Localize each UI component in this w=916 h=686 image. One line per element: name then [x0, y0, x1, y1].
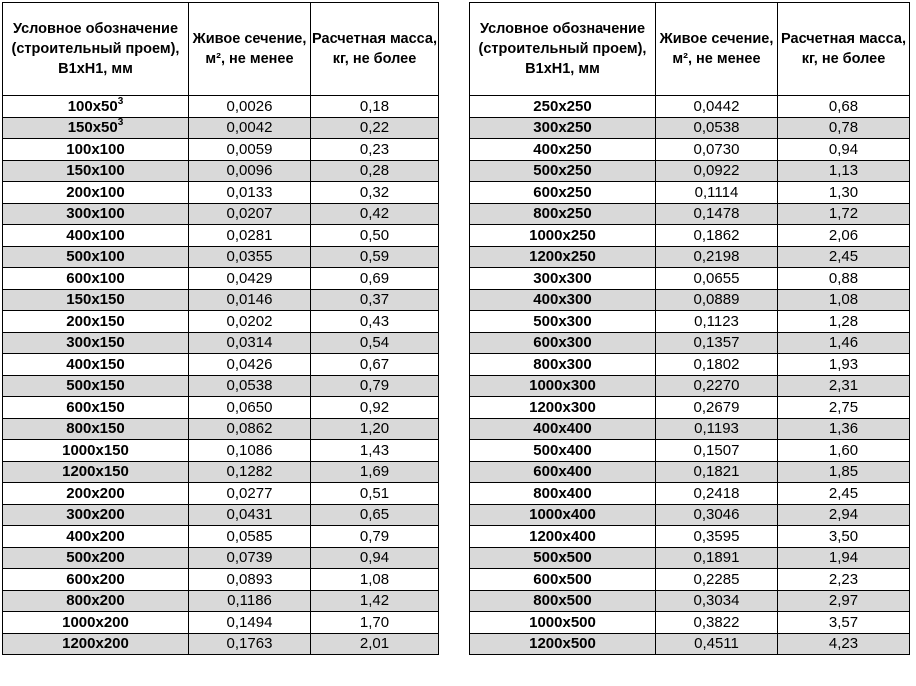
- cell-area: 0,1862: [656, 225, 778, 247]
- cell-area: 0,3822: [656, 612, 778, 634]
- table-row: [3, 569, 439, 591]
- designation-text: 600x200: [66, 570, 125, 588]
- cell-mass: 2,01: [311, 633, 439, 655]
- cell-mass: 0,22: [311, 117, 439, 139]
- designation-text: 1200x200: [62, 635, 129, 653]
- designation-text: 400x300: [533, 291, 592, 309]
- cell-designation: [3, 397, 189, 419]
- cell-mass: 2,31: [778, 375, 910, 397]
- cell-designation: [3, 504, 189, 526]
- table-row: [470, 547, 910, 569]
- table-row: [470, 268, 910, 290]
- table-row: [3, 483, 439, 505]
- cell-mass: 1,93: [778, 354, 910, 376]
- designation-text: 100x50: [67, 97, 118, 115]
- cell-designation: [470, 289, 656, 311]
- cell-designation: [3, 139, 189, 161]
- cell-mass: 0,23: [311, 139, 439, 161]
- cell-area: 0,1802: [656, 354, 778, 376]
- cell-area: 0,1507: [656, 440, 778, 462]
- table-row: [3, 633, 439, 655]
- header-area: Живое сечение, м², не менее: [189, 3, 311, 96]
- cell-designation: [470, 311, 656, 333]
- designation-text: 150x150: [66, 291, 125, 309]
- table-row: [3, 332, 439, 354]
- cell-designation: [3, 311, 189, 333]
- cell-area: 0,0922: [656, 160, 778, 182]
- table-row: [470, 182, 910, 204]
- cell-mass: 1,43: [311, 440, 439, 462]
- table-row: [3, 311, 439, 333]
- table-row: [3, 203, 439, 225]
- table-row: [3, 504, 439, 526]
- cell-area: 0,1193: [656, 418, 778, 440]
- cell-area: 0,2418: [656, 483, 778, 505]
- cell-area: 0,1357: [656, 332, 778, 354]
- table-row: [470, 569, 910, 591]
- table-row: [3, 547, 439, 569]
- cell-designation: [3, 117, 189, 139]
- table-row: [470, 461, 910, 483]
- table-row: [470, 633, 910, 655]
- table-row: [3, 526, 439, 548]
- designation-text: 1200x400: [529, 527, 596, 545]
- table-row: [3, 139, 439, 161]
- cell-mass: 0,92: [311, 397, 439, 419]
- cell-designation: [470, 547, 656, 569]
- cell-area: 0,1282: [189, 461, 311, 483]
- cell-mass: 0,28: [311, 160, 439, 182]
- table-row: [470, 418, 910, 440]
- cell-area: 0,0059: [189, 139, 311, 161]
- cell-area: 0,2198: [656, 246, 778, 268]
- cell-area: 0,0739: [189, 547, 311, 569]
- cell-area: 0,3034: [656, 590, 778, 612]
- designation-text: 500x200: [66, 549, 125, 567]
- cell-mass: 2,45: [778, 483, 910, 505]
- cell-area: 0,1123: [656, 311, 778, 333]
- table-row: [3, 117, 439, 139]
- designation-text: 500x100: [66, 248, 125, 266]
- table-row: [470, 311, 910, 333]
- cell-area: 0,1186: [189, 590, 311, 612]
- table-row: [470, 440, 910, 462]
- header-mass: Расчетная масса, кг, не более: [311, 3, 439, 96]
- cell-designation: [470, 354, 656, 376]
- designation-text: 500x500: [533, 549, 592, 567]
- cell-designation: [3, 440, 189, 462]
- cell-area: 0,0862: [189, 418, 311, 440]
- designation-text: 1000x500: [529, 613, 596, 631]
- designation-text: 400x400: [533, 420, 592, 438]
- cell-designation: [470, 418, 656, 440]
- cell-designation: [470, 246, 656, 268]
- table-row: [470, 526, 910, 548]
- table-row: [3, 440, 439, 462]
- cell-designation: [470, 633, 656, 655]
- designation-text: 150x50: [67, 119, 118, 137]
- cell-area: 0,0893: [189, 569, 311, 591]
- cell-mass: 2,45: [778, 246, 910, 268]
- table-body-left: [3, 96, 439, 655]
- footnote-marker: 3: [117, 95, 124, 107]
- designation-text: 500x300: [533, 312, 592, 330]
- designation-text: 400x200: [66, 527, 125, 545]
- cell-area: 0,0026: [189, 96, 311, 118]
- cell-designation: [470, 139, 656, 161]
- cell-mass: 1,60: [778, 440, 910, 462]
- cell-mass: 1,85: [778, 461, 910, 483]
- cell-mass: 0,18: [311, 96, 439, 118]
- designation-text: 200x200: [66, 484, 125, 502]
- designation-text: 300x100: [66, 205, 125, 223]
- cell-mass: 0,42: [311, 203, 439, 225]
- cell-mass: 1,36: [778, 418, 910, 440]
- cell-designation: [470, 117, 656, 139]
- cell-mass: 0,94: [778, 139, 910, 161]
- cell-mass: 0,32: [311, 182, 439, 204]
- cell-mass: 0,59: [311, 246, 439, 268]
- table-row: [3, 461, 439, 483]
- table-body-right: [470, 96, 910, 655]
- table-row: [470, 246, 910, 268]
- table-row: [470, 354, 910, 376]
- cell-designation: [3, 203, 189, 225]
- designation-text: 1200x150: [62, 463, 129, 481]
- table-row: [470, 504, 910, 526]
- table-row: [470, 203, 910, 225]
- table-row: [470, 160, 910, 182]
- designation-text: 600x150: [66, 398, 125, 416]
- designation-text: 1000x300: [529, 377, 596, 395]
- cell-mass: 0,79: [311, 526, 439, 548]
- cell-designation: [3, 182, 189, 204]
- cell-designation: [3, 418, 189, 440]
- designation-text: 500x150: [66, 377, 125, 395]
- cell-designation: [3, 461, 189, 483]
- cell-mass: 2,06: [778, 225, 910, 247]
- cell-mass: 1,30: [778, 182, 910, 204]
- cell-designation: [470, 569, 656, 591]
- cell-designation: [470, 612, 656, 634]
- cell-designation: [3, 633, 189, 655]
- cell-designation: [470, 160, 656, 182]
- cell-mass: 0,50: [311, 225, 439, 247]
- designation-text: 800x200: [66, 592, 125, 610]
- table-row: [3, 354, 439, 376]
- designation-text: 600x100: [66, 269, 125, 287]
- cell-mass: 1,70: [311, 612, 439, 634]
- designation-text: 1000x150: [62, 441, 129, 459]
- table-row: [3, 418, 439, 440]
- cell-designation: [3, 547, 189, 569]
- cell-mass: 1,46: [778, 332, 910, 354]
- designation-text: 600x400: [533, 463, 592, 481]
- cell-designation: [470, 590, 656, 612]
- table-row: [3, 289, 439, 311]
- designation-text: 100x100: [66, 140, 125, 158]
- header-mass: Расчетная масса, кг, не более: [778, 3, 910, 96]
- designation-text: 800x250: [533, 205, 592, 223]
- designation-text: 300x250: [533, 119, 592, 137]
- header-designation: Условное обозначение (строительный проем), B1xH1, мм: [470, 3, 656, 96]
- table-row: [3, 246, 439, 268]
- cell-area: 0,3595: [656, 526, 778, 548]
- designation-text: 300x300: [533, 269, 592, 287]
- table-row: [3, 182, 439, 204]
- designation-text: 400x250: [533, 140, 592, 158]
- cell-designation: [470, 375, 656, 397]
- cell-mass: 4,23: [778, 633, 910, 655]
- cell-mass: 0,37: [311, 289, 439, 311]
- designation-text: 600x300: [533, 334, 592, 352]
- designation-text: 1200x250: [529, 248, 596, 266]
- designation-text: 150x100: [66, 162, 125, 180]
- cell-mass: 1,94: [778, 547, 910, 569]
- footnote-marker: 3: [117, 117, 124, 129]
- table-row: [470, 332, 910, 354]
- spec-table-right: [469, 2, 910, 655]
- cell-area: 0,1821: [656, 461, 778, 483]
- cell-mass: 1,08: [778, 289, 910, 311]
- cell-mass: 1,69: [311, 461, 439, 483]
- cell-mass: 0,68: [778, 96, 910, 118]
- cell-area: 0,0538: [656, 117, 778, 139]
- cell-designation: [470, 96, 656, 118]
- designation-text: 300x150: [66, 334, 125, 352]
- cell-designation: [3, 225, 189, 247]
- header-row: [470, 3, 910, 96]
- designation-text: 800x400: [533, 484, 592, 502]
- table-row: [3, 225, 439, 247]
- cell-area: 0,0650: [189, 397, 311, 419]
- table-row: [3, 612, 439, 634]
- cell-area: 0,1114: [656, 182, 778, 204]
- cell-area: 0,2679: [656, 397, 778, 419]
- cell-area: 0,0096: [189, 160, 311, 182]
- designation-text: 1000x400: [529, 506, 596, 524]
- cell-area: 0,0314: [189, 332, 311, 354]
- cell-designation: [3, 354, 189, 376]
- cell-designation: [470, 182, 656, 204]
- header-designation: Условное обозначение (строительный проем), B1xH1, мм: [3, 3, 189, 96]
- cell-designation: [470, 397, 656, 419]
- designation-text: 1000x250: [529, 226, 596, 244]
- designation-text: 600x250: [533, 183, 592, 201]
- cell-designation: [3, 96, 189, 118]
- cell-area: 0,1086: [189, 440, 311, 462]
- cell-area: 0,0889: [656, 289, 778, 311]
- designation-text: 500x400: [533, 441, 592, 459]
- cell-area: 0,0207: [189, 203, 311, 225]
- table-row: [3, 375, 439, 397]
- designation-text: 1000x200: [62, 613, 129, 631]
- cell-area: 0,0442: [656, 96, 778, 118]
- cell-area: 0,0655: [656, 268, 778, 290]
- cell-area: 0,2285: [656, 569, 778, 591]
- table-row: [470, 96, 910, 118]
- cell-area: 0,1478: [656, 203, 778, 225]
- cell-area: 0,0277: [189, 483, 311, 505]
- cell-area: 0,0585: [189, 526, 311, 548]
- cell-mass: 3,50: [778, 526, 910, 548]
- table-row: [470, 375, 910, 397]
- cell-designation: [3, 246, 189, 268]
- cell-designation: [3, 160, 189, 182]
- designation-text: 600x500: [533, 570, 592, 588]
- cell-mass: 0,78: [778, 117, 910, 139]
- cell-mass: 1,20: [311, 418, 439, 440]
- designation-text: 200x150: [66, 312, 125, 330]
- designation-text: 800x300: [533, 355, 592, 373]
- cell-mass: 0,79: [311, 375, 439, 397]
- cell-mass: 0,43: [311, 311, 439, 333]
- cell-mass: 0,67: [311, 354, 439, 376]
- cell-mass: 1,13: [778, 160, 910, 182]
- spec-table-left: [2, 2, 439, 655]
- cell-area: 0,0281: [189, 225, 311, 247]
- cell-mass: 0,65: [311, 504, 439, 526]
- cell-area: 0,0202: [189, 311, 311, 333]
- cell-mass: 0,94: [311, 547, 439, 569]
- cell-mass: 0,51: [311, 483, 439, 505]
- table-row: [3, 590, 439, 612]
- cell-designation: [3, 526, 189, 548]
- cell-designation: [470, 332, 656, 354]
- cell-designation: [3, 483, 189, 505]
- cell-mass: 2,94: [778, 504, 910, 526]
- cell-area: 0,0042: [189, 117, 311, 139]
- cell-area: 0,1891: [656, 547, 778, 569]
- designation-text: 500x250: [533, 162, 592, 180]
- cell-designation: [3, 569, 189, 591]
- cell-mass: 2,75: [778, 397, 910, 419]
- cell-area: 0,0133: [189, 182, 311, 204]
- cell-mass: 1,42: [311, 590, 439, 612]
- table-row: [3, 160, 439, 182]
- cell-designation: [3, 612, 189, 634]
- table-row: [470, 139, 910, 161]
- designation-text: 300x200: [66, 506, 125, 524]
- cell-designation: [3, 375, 189, 397]
- cell-mass: 0,69: [311, 268, 439, 290]
- header-area: Живое сечение, м², не менее: [656, 3, 778, 96]
- designation-text: 400x150: [66, 355, 125, 373]
- cell-area: 0,0429: [189, 268, 311, 290]
- cell-area: 0,0146: [189, 289, 311, 311]
- cell-area: 0,0730: [656, 139, 778, 161]
- cell-area: 0,0431: [189, 504, 311, 526]
- designation-text: 200x100: [66, 183, 125, 201]
- cell-designation: [470, 461, 656, 483]
- cell-mass: 1,72: [778, 203, 910, 225]
- cell-mass: 3,57: [778, 612, 910, 634]
- cell-mass: 0,54: [311, 332, 439, 354]
- cell-designation: [3, 289, 189, 311]
- table-row: [470, 397, 910, 419]
- table-row: [470, 483, 910, 505]
- designation-text: 1200x500: [529, 635, 596, 653]
- cell-area: 0,3046: [656, 504, 778, 526]
- table-row: [470, 225, 910, 247]
- cell-designation: [3, 590, 189, 612]
- table-row: [470, 612, 910, 634]
- table-row: [470, 117, 910, 139]
- cell-designation: [3, 332, 189, 354]
- cell-area: 0,0426: [189, 354, 311, 376]
- cell-designation: [470, 203, 656, 225]
- cell-mass: 2,23: [778, 569, 910, 591]
- table-row: [3, 96, 439, 118]
- cell-designation: [470, 483, 656, 505]
- cell-area: 0,4511: [656, 633, 778, 655]
- cell-area: 0,2270: [656, 375, 778, 397]
- designation-text: 250x250: [533, 97, 592, 115]
- table-row: [470, 590, 910, 612]
- cell-mass: 1,28: [778, 311, 910, 333]
- header-row: [3, 3, 439, 96]
- designation-text: 800x150: [66, 420, 125, 438]
- cell-designation: [470, 504, 656, 526]
- cell-designation: [470, 225, 656, 247]
- designation-text: 800x500: [533, 592, 592, 610]
- cell-area: 0,0538: [189, 375, 311, 397]
- cell-area: 0,0355: [189, 246, 311, 268]
- cell-mass: 1,08: [311, 569, 439, 591]
- cell-mass: 2,97: [778, 590, 910, 612]
- table-row: [3, 268, 439, 290]
- cell-designation: [3, 268, 189, 290]
- designation-text: 1200x300: [529, 398, 596, 416]
- table-row: [3, 397, 439, 419]
- designation-text: 400x100: [66, 226, 125, 244]
- cell-mass: 0,88: [778, 268, 910, 290]
- cell-designation: [470, 440, 656, 462]
- cell-area: 0,1494: [189, 612, 311, 634]
- cell-area: 0,1763: [189, 633, 311, 655]
- cell-designation: [470, 526, 656, 548]
- table-row: [470, 289, 910, 311]
- cell-designation: [470, 268, 656, 290]
